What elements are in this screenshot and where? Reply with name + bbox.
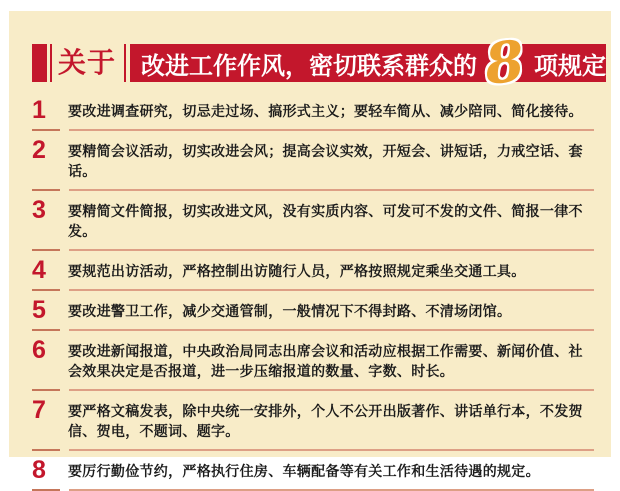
regulation-row [32, 456, 594, 484]
regulation-number: 6 [32, 336, 46, 364]
separator-line [69, 129, 594, 131]
regulation-text: 要精简会议活动，切实改进会风；提高会议实效，开短会、讲短话，力戒空话、套话。 [68, 143, 583, 179]
regulation-item [32, 136, 594, 191]
regulation-number: 3 [32, 196, 46, 224]
separator-line [69, 289, 594, 291]
regulation-number: 8 [32, 456, 46, 484]
regulation-text: 要改进调查研究，切忌走过场、搞形式主义；要轻车简从、减少陪同、简化接待。 [68, 103, 583, 119]
regulation-number: 2 [32, 136, 46, 164]
regulation-row [32, 196, 594, 241]
regulation-text: 要改进新闻报道，中央政治局同志出席会议和活动应根据工作需要、新闻价值、社会效果决定是否报道，进一步压缩报道的数量、字数、时长。 [68, 343, 583, 379]
separator [32, 449, 594, 451]
separator [32, 289, 594, 291]
regulation-number: 4 [32, 256, 46, 284]
regulation-row [32, 256, 594, 284]
header-title-part2: 项规定 [533, 52, 606, 80]
poster-panel [9, 11, 611, 484]
regulation-number: 7 [32, 396, 46, 424]
separator [32, 129, 594, 131]
regulation-text: 要严格文稿发表，除中央统一安排外，个人不公开出版著作、讲话单行本，不发贺信、贺电，不题词、题字。 [68, 403, 583, 439]
header-square-decoration [32, 44, 47, 82]
regulation-text: 要精简文件简报，切实改进文风，没有实质内容、可发可不发的文件、简报一律不发。 [68, 203, 583, 239]
regulation-number: 1 [32, 96, 46, 124]
regulation-text: 要规范出访活动，严格控制出访随行人员，严格按照规定乘坐交通工具。 [68, 263, 526, 279]
regulation-list [9, 82, 611, 491]
separator-dash [32, 289, 60, 291]
separator-dash [32, 189, 60, 191]
separator-line [69, 449, 594, 451]
separator-line [69, 249, 594, 251]
regulation-text: 要厉行勤俭节约，严格执行住房、车辆配备等有关工作和生活待遇的规定。 [68, 463, 540, 479]
header-divider-line [124, 44, 126, 82]
regulation-item [32, 456, 594, 491]
regulation-text: 要改进警卫工作，减少交通管制，一般情况下不得封路、不清场闭馆。 [68, 303, 512, 319]
separator-dash [32, 129, 60, 131]
regulation-row [32, 396, 594, 441]
separator [32, 389, 594, 391]
separator-dash [32, 249, 60, 251]
separator [32, 249, 594, 251]
header-prefix: 关于 [58, 47, 117, 78]
regulation-item [32, 336, 594, 391]
regulation-item [32, 396, 594, 451]
separator-dash [32, 329, 60, 331]
poster-header [9, 28, 611, 98]
separator [32, 329, 594, 331]
separator-dash [32, 389, 60, 391]
separator-line [69, 329, 594, 331]
regulation-item [32, 96, 594, 131]
header-title-part1: 改进工作作风，密切联系群众的 [141, 52, 478, 80]
separator-line [69, 389, 594, 391]
regulation-item [32, 296, 594, 331]
header-banner [130, 28, 606, 98]
separator-line [69, 189, 594, 191]
regulation-row [32, 96, 594, 124]
header-highlight-number: 8 [481, 28, 528, 98]
regulation-row [32, 136, 594, 181]
separator-dash [32, 449, 60, 451]
regulation-number: 5 [32, 296, 46, 324]
regulation-item [32, 256, 594, 291]
separator [32, 189, 594, 191]
regulation-item [32, 196, 594, 251]
regulation-row [32, 336, 594, 381]
regulation-row [32, 296, 594, 324]
